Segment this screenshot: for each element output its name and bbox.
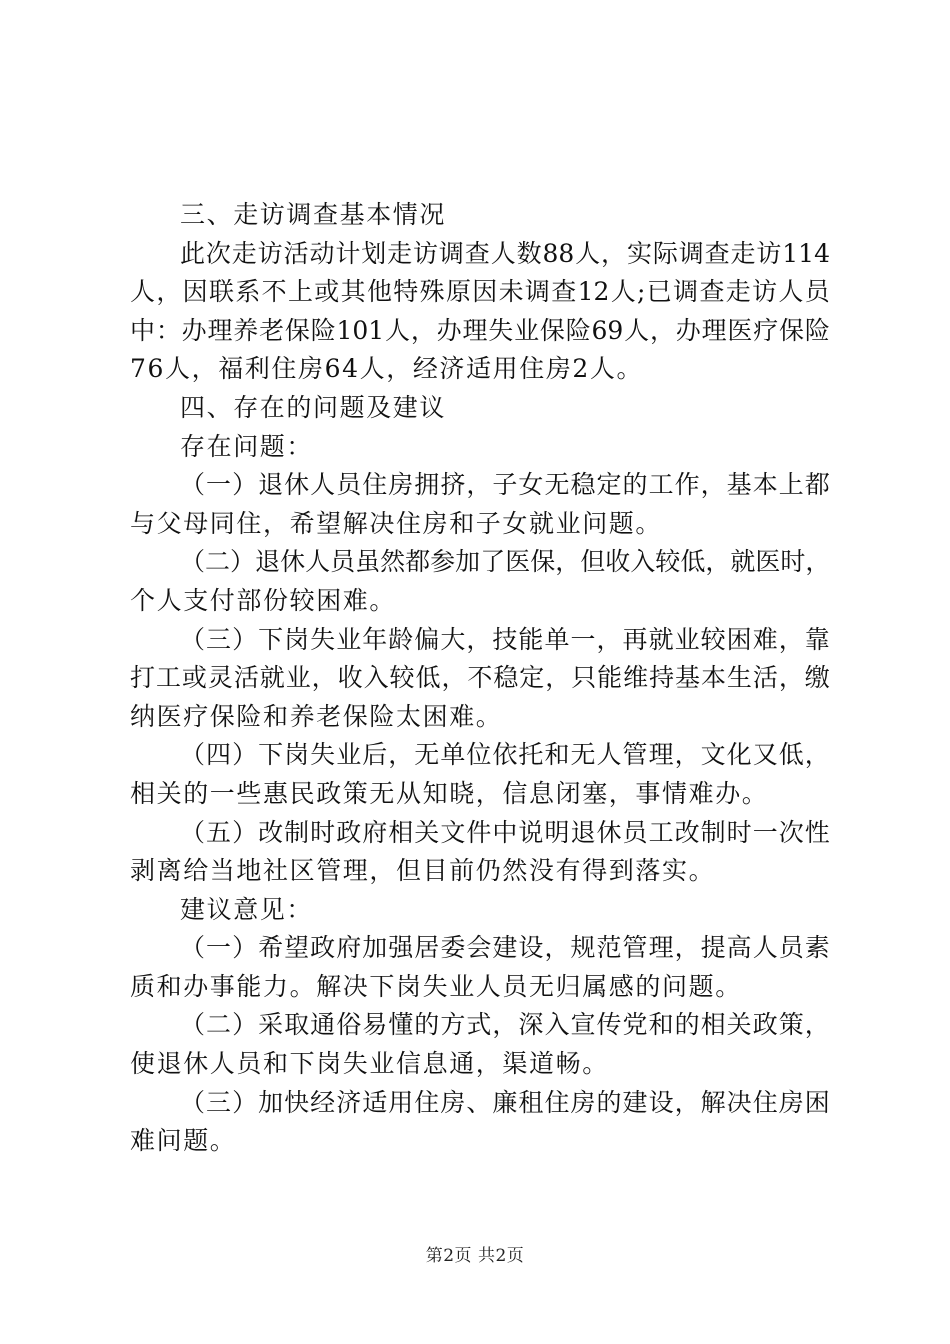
- text-line: 此 次 走 访 活 动 计 划 走 访 调 查 人 数 88 人 ， 实 际 调 查 走 访 114: [180, 238, 830, 268]
- text-line: 与父母同住，希望解决住房和子女就业问题。: [130, 508, 663, 538]
- text-line: （ 三 ） 下 岗 失 业 年 龄 偏 大 ， 技 能 单 一 ， 再 就 业 较 困 难 ， 靠: [180, 624, 830, 654]
- text-line: （ 一 ） 退 休 人 员 住 房 拥 挤 ， 子 女 无 稳 定 的 工 作 ， 基 本 上 都: [180, 470, 830, 500]
- text-line: （ 四 ） 下 岗 失 业 后 ， 无 单 位 依 托 和 无 人 管 理 ， 文 化 又 低 ，: [180, 740, 830, 770]
- text-line: 建议意见：: [180, 894, 314, 924]
- text-line: 人 ， 因 联 系 不 上 或 其 他 特 殊 原 因 未 调 查 12 人 ; 已 调 查 走 访 人 员: [130, 277, 830, 307]
- text-line: 四、存在的问题及建议: [180, 392, 447, 422]
- text-line: （ 一 ） 希 望 政 府 加 强 居 委 会 建 设 ， 规 范 管 理 ， 提 高 人 员 素: [180, 933, 830, 963]
- text-line: （ 五 ） 改 制 时 政 府 相 关 文 件 中 说 明 退 休 员 工 改 制 时 一 次 性: [180, 817, 830, 847]
- text-line: 存在问题：: [180, 431, 314, 461]
- text-line: 剥离给当地社区管理，但目前仍然没有得到落实。: [130, 856, 716, 886]
- document-body: [130, 196, 830, 1161]
- text-line: 使退休人员和下岗失业信息通，渠道畅。: [130, 1049, 609, 1079]
- text-line: 相关的一些惠民政策无从知晓，信息闭塞，事情难办。: [130, 778, 769, 808]
- text-line: 纳医疗保险和养老保险太困难。: [130, 701, 503, 731]
- text-line: （ 二 ） 退 休 人 员 虽 然 都 参 加 了 医 保 ， 但 收 入 较 低 ， 就 医 时 ，: [180, 547, 831, 577]
- text-line: （ 三 ） 加 快 经 济 适 用 住 房 、 廉 租 住 房 的 建 设 ， 解 决 住 房 困: [180, 1087, 830, 1117]
- text-line: 难问题。: [130, 1126, 237, 1156]
- text-line: 打 工 或 灵 活 就 业 ， 收 入 较 低 ， 不 稳 定 ， 只 能 维 持 基 本 生 活 ， 缴: [130, 663, 830, 693]
- text-line: 质和办事能力。解决下岗失业人员无归属感的问题。: [130, 971, 742, 1001]
- text-line: 76人，福利住房64人，经济适用住房2人。: [130, 354, 644, 384]
- page-footer: 第2页 共2页: [425, 1246, 525, 1266]
- text-line: 个人支付部份较困难。: [130, 585, 397, 615]
- text-line: 中 ： 办 理 养 老 保 险 101 人 ， 办 理 失 业 保 险 69 人 ， 办 理 医 疗 保 险: [130, 315, 830, 345]
- text-line: 三、走访调查基本情况: [180, 200, 447, 229]
- text-line: （ 二 ） 采 取 通 俗 易 懂 的 方 式 ， 深 入 宣 传 党 和 的 相 关 政 策 ，: [180, 1010, 830, 1040]
